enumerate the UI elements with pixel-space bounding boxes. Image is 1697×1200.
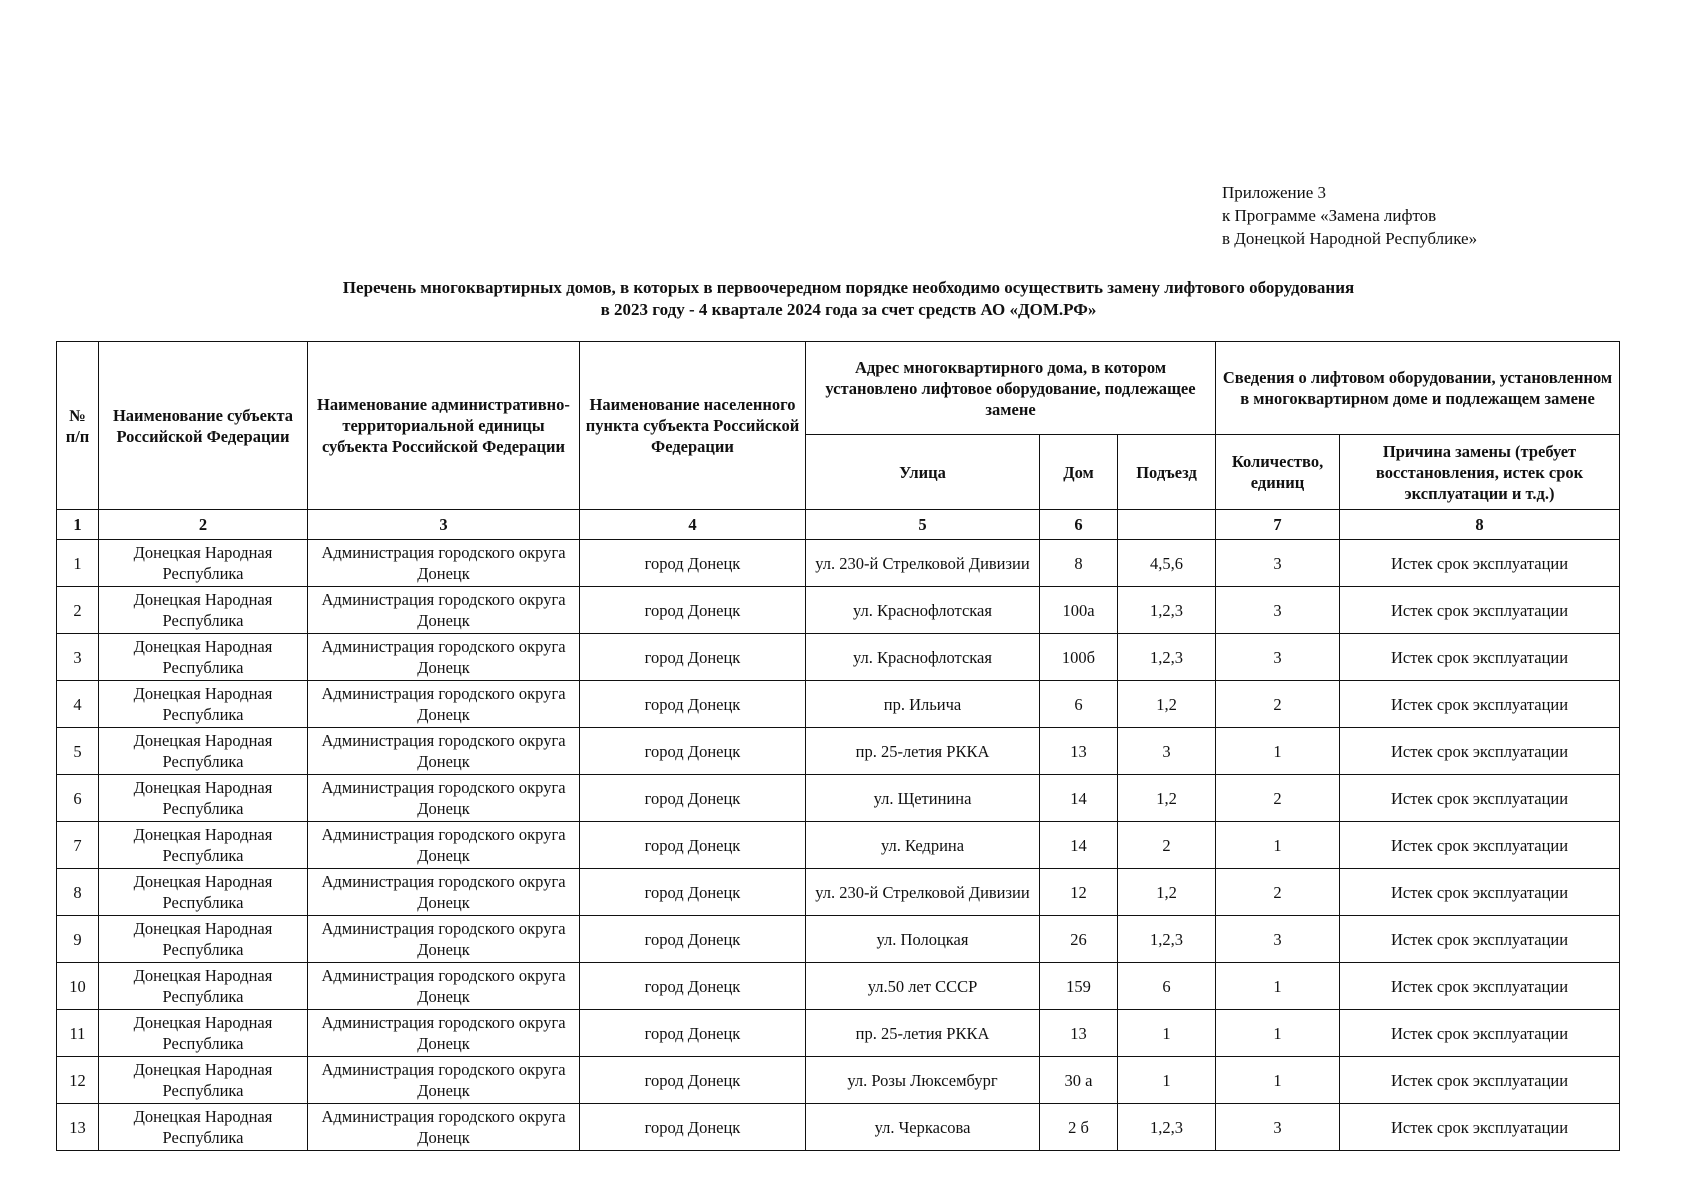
column-number: 7 [1216,510,1340,540]
header-street: Улица [806,435,1040,510]
column-number: 1 [57,510,99,540]
cell-admin-unit: Администрация городского округа Донецк [308,775,580,822]
cell-subject: Донецкая Народная Республика [99,728,308,775]
cell-house: 100а [1040,587,1118,634]
cell-reason: Истек срок эксплуатации [1340,869,1620,916]
document-title-line: в 2023 году - 4 квартале 2024 года за счет средств АО «ДОМ.РФ» [600,300,1097,319]
cell-house: 6 [1040,681,1118,728]
appendix-line: Приложение 3 [1222,183,1326,202]
cell-row-number: 3 [57,634,99,681]
buildings-table [56,341,1620,1151]
cell-house: 26 [1040,916,1118,963]
cell-reason: Истек срок эксплуатации [1340,822,1620,869]
header-address-group: Адрес многоквартирного дома, в котором установлено лифтовое оборудование, подлежащее замене [806,342,1216,435]
column-number: 3 [308,510,580,540]
cell-reason: Истек срок эксплуатации [1340,1057,1620,1104]
appendix-line: к Программе «Замена лифтов [1222,206,1437,225]
cell-admin-unit: Администрация городского округа Донецк [308,963,580,1010]
cell-street: ул. Краснофлотская [806,587,1040,634]
header-equipment-group: Сведения о лифтовом оборудовании, установленном в многоквартирном доме и подлежащем замене [1216,342,1620,435]
cell-quantity: 1 [1216,1010,1340,1057]
cell-admin-unit: Администрация городского округа Донецк [308,540,580,587]
cell-entrance: 1,2 [1118,869,1216,916]
cell-entrance: 1,2,3 [1118,916,1216,963]
cell-row-number: 10 [57,963,99,1010]
cell-reason: Истек срок эксплуатации [1340,681,1620,728]
cell-settlement: город Донецк [580,1010,806,1057]
cell-reason: Истек срок эксплуатации [1340,540,1620,587]
cell-entrance: 1,2,3 [1118,634,1216,681]
cell-street: ул. Черкасова [806,1104,1040,1151]
cell-admin-unit: Администрация городского округа Донецк [308,681,580,728]
cell-subject: Донецкая Народная Республика [99,540,308,587]
cell-admin-unit: Администрация городского округа Донецк [308,822,580,869]
header-row-top [57,342,1620,435]
cell-admin-unit: Администрация городского округа Донецк [308,1104,580,1151]
cell-house: 159 [1040,963,1118,1010]
table-row [57,587,1620,634]
cell-row-number: 12 [57,1057,99,1104]
cell-settlement: город Донецк [580,1104,806,1151]
header-reason: Причина замены (требует восстановления, истек срок эксплуатации и т.д.) [1340,435,1620,510]
cell-house: 13 [1040,728,1118,775]
cell-settlement: город Донецк [580,728,806,775]
table-row [57,1104,1620,1151]
cell-subject: Донецкая Народная Республика [99,869,308,916]
cell-quantity: 3 [1216,634,1340,681]
cell-subject: Донецкая Народная Республика [99,775,308,822]
cell-street: ул. Розы Люксембург [806,1057,1040,1104]
column-number-row [57,510,1620,540]
cell-reason: Истек срок эксплуатации [1340,634,1620,681]
table-body [57,540,1620,1151]
cell-row-number: 1 [57,540,99,587]
cell-entrance: 1,2 [1118,775,1216,822]
cell-admin-unit: Администрация городского округа Донецк [308,728,580,775]
cell-settlement: город Донецк [580,869,806,916]
header-quantity: Количество, единиц [1216,435,1340,510]
table-row [57,681,1620,728]
header-settlement: Наименование населенного пункта субъекта Российской Федерации [580,342,806,510]
cell-street: ул. 230-й Стрелковой Дивизии [806,869,1040,916]
table-row [57,1057,1620,1104]
cell-subject: Донецкая Народная Республика [99,1010,308,1057]
cell-reason: Истек срок эксплуатации [1340,728,1620,775]
cell-street: пр. 25-летия РККА [806,1010,1040,1057]
cell-admin-unit: Администрация городского округа Донецк [308,916,580,963]
cell-house: 12 [1040,869,1118,916]
cell-quantity: 3 [1216,1104,1340,1151]
cell-entrance: 1,2 [1118,681,1216,728]
cell-subject: Донецкая Народная Республика [99,634,308,681]
header-subject: Наименование субъекта Российской Федерации [99,342,308,510]
cell-house: 8 [1040,540,1118,587]
cell-subject: Донецкая Народная Республика [99,963,308,1010]
cell-quantity: 3 [1216,916,1340,963]
cell-subject: Донецкая Народная Республика [99,916,308,963]
cell-street: ул. Полоцкая [806,916,1040,963]
table-row [57,540,1620,587]
cell-entrance: 4,5,6 [1118,540,1216,587]
cell-reason: Истек срок эксплуатации [1340,1104,1620,1151]
table-row [57,869,1620,916]
cell-quantity: 1 [1216,822,1340,869]
cell-reason: Истек срок эксплуатации [1340,963,1620,1010]
table-row [57,822,1620,869]
header-num: № п/п [57,342,99,510]
cell-entrance: 1,2,3 [1118,587,1216,634]
cell-settlement: город Донецк [580,916,806,963]
table-row [57,728,1620,775]
cell-settlement: город Донецк [580,634,806,681]
table-row [57,916,1620,963]
cell-subject: Донецкая Народная Республика [99,1104,308,1151]
cell-street: ул. 230-й Стрелковой Дивизии [806,540,1040,587]
cell-settlement: город Донецк [580,775,806,822]
table-row [57,963,1620,1010]
cell-subject: Донецкая Народная Республика [99,1057,308,1104]
cell-row-number: 11 [57,1010,99,1057]
table-row [57,775,1620,822]
column-number: 8 [1340,510,1620,540]
column-number: 5 [806,510,1040,540]
cell-quantity: 3 [1216,540,1340,587]
cell-row-number: 8 [57,869,99,916]
cell-admin-unit: Администрация городского округа Донецк [308,634,580,681]
cell-reason: Истек срок эксплуатации [1340,916,1620,963]
cell-row-number: 9 [57,916,99,963]
cell-row-number: 2 [57,587,99,634]
cell-entrance: 1,2,3 [1118,1104,1216,1151]
cell-settlement: город Донецк [580,681,806,728]
cell-entrance: 6 [1118,963,1216,1010]
column-number: 6 [1040,510,1118,540]
header-house: Дом [1040,435,1118,510]
cell-settlement: город Донецк [580,540,806,587]
cell-entrance: 3 [1118,728,1216,775]
document-title [0,277,1697,321]
cell-settlement: город Донецк [580,1057,806,1104]
cell-settlement: город Донецк [580,822,806,869]
cell-row-number: 7 [57,822,99,869]
cell-street: ул.50 лет СССР [806,963,1040,1010]
cell-house: 14 [1040,822,1118,869]
cell-subject: Донецкая Народная Республика [99,822,308,869]
cell-house: 100б [1040,634,1118,681]
cell-subject: Донецкая Народная Республика [99,681,308,728]
cell-street: пр. 25-летия РККА [806,728,1040,775]
cell-row-number: 6 [57,775,99,822]
cell-street: ул. Кедрина [806,822,1040,869]
cell-quantity: 2 [1216,681,1340,728]
cell-house: 14 [1040,775,1118,822]
cell-reason: Истек срок эксплуатации [1340,587,1620,634]
cell-settlement: город Донецк [580,963,806,1010]
cell-reason: Истек срок эксплуатации [1340,1010,1620,1057]
table-row [57,634,1620,681]
cell-entrance: 1 [1118,1010,1216,1057]
header-entrance: Подъезд [1118,435,1216,510]
cell-admin-unit: Администрация городского округа Донецк [308,1057,580,1104]
cell-street: ул. Щетинина [806,775,1040,822]
cell-settlement: город Донецк [580,587,806,634]
appendix-note [1222,181,1477,250]
cell-quantity: 1 [1216,963,1340,1010]
cell-quantity: 2 [1216,869,1340,916]
cell-street: ул. Краснофлотская [806,634,1040,681]
cell-house: 13 [1040,1010,1118,1057]
cell-admin-unit: Администрация городского округа Донецк [308,1010,580,1057]
table-row [57,1010,1620,1057]
cell-admin-unit: Администрация городского округа Донецк [308,587,580,634]
column-number: 2 [99,510,308,540]
cell-entrance: 2 [1118,822,1216,869]
cell-row-number: 13 [57,1104,99,1151]
cell-subject: Донецкая Народная Республика [99,587,308,634]
cell-row-number: 4 [57,681,99,728]
cell-quantity: 1 [1216,728,1340,775]
cell-quantity: 1 [1216,1057,1340,1104]
cell-street: пр. Ильича [806,681,1040,728]
cell-entrance: 1 [1118,1057,1216,1104]
cell-admin-unit: Администрация городского округа Донецк [308,869,580,916]
cell-quantity: 2 [1216,775,1340,822]
cell-house: 30 а [1040,1057,1118,1104]
column-number: 4 [580,510,806,540]
cell-row-number: 5 [57,728,99,775]
cell-quantity: 3 [1216,587,1340,634]
cell-reason: Истек срок эксплуатации [1340,775,1620,822]
cell-house: 2 б [1040,1104,1118,1151]
header-admin-unit: Наименование административно-территориальной единицы субъекта Российской Федерации [308,342,580,510]
appendix-line: в Донецкой Народной Республике» [1222,229,1478,248]
column-number [1118,510,1216,540]
document-title-line: Перечень многоквартирных домов, в которых в первоочередном порядке необходимо осуществить замену лифтового оборудования [342,278,1355,297]
